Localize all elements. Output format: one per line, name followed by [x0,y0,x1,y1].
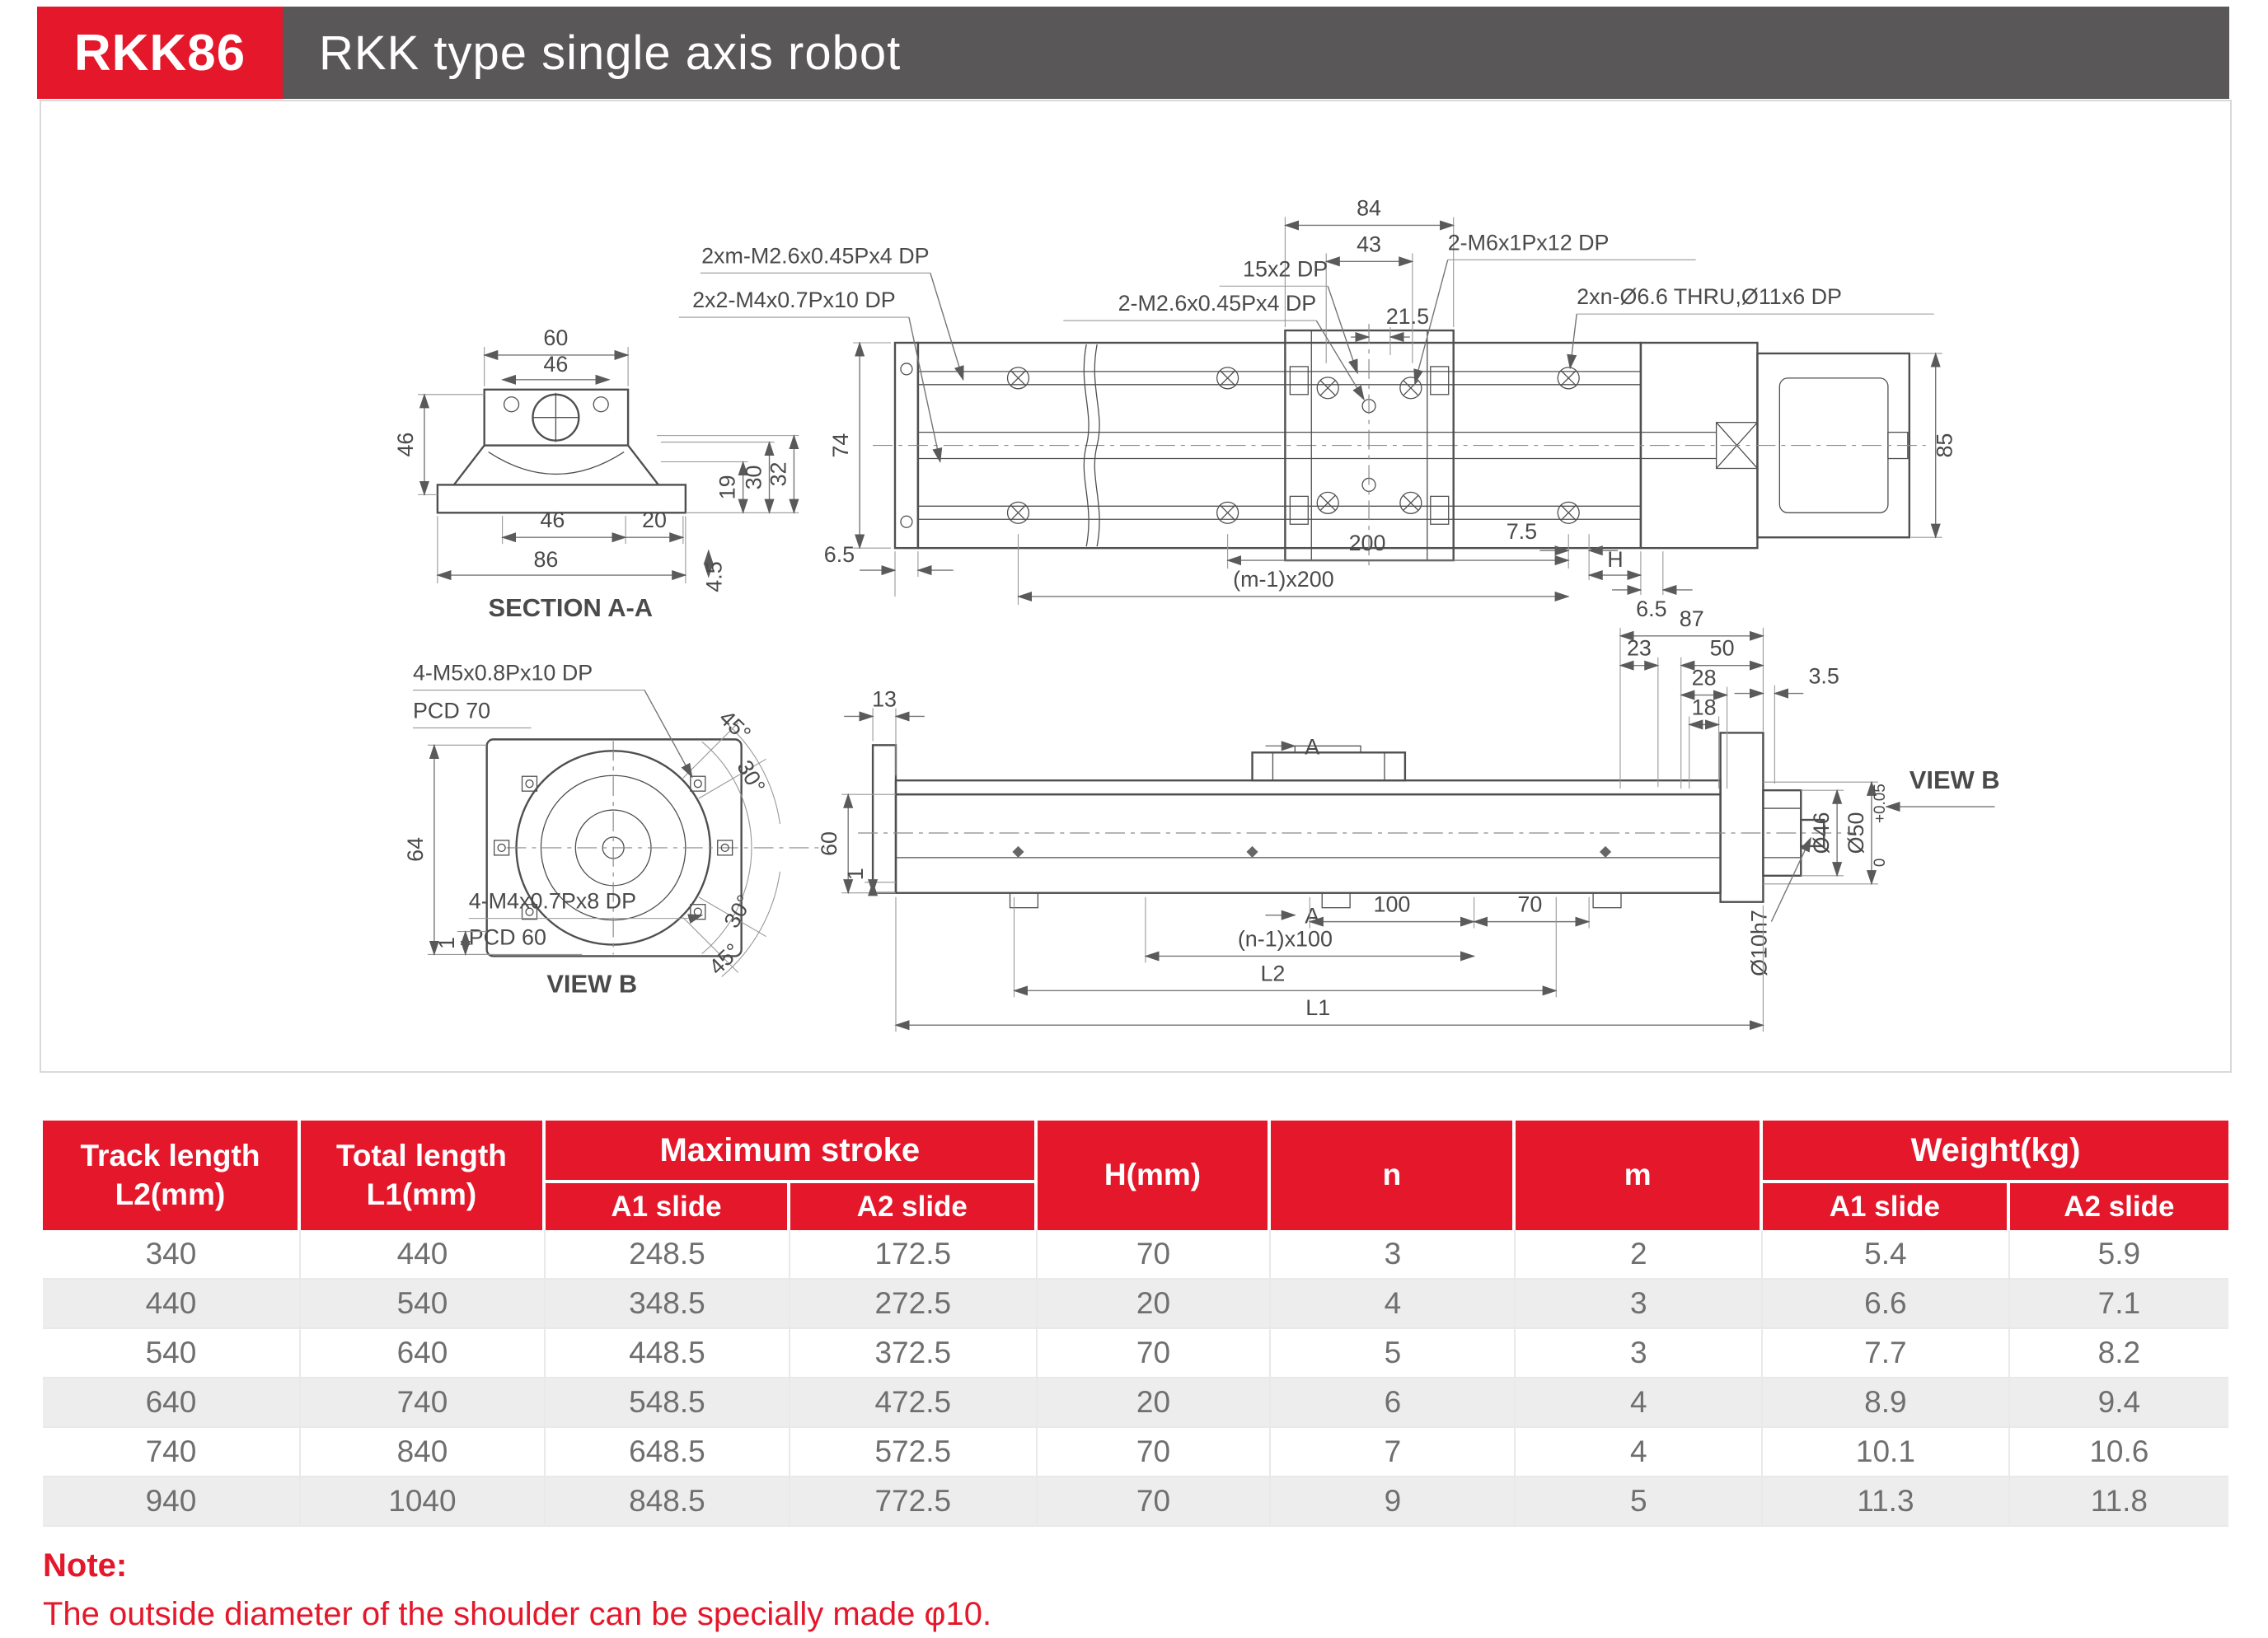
dim-21-5: 21.5 [1385,304,1430,330]
cell-h: 20 [1038,1280,1272,1329]
header-bar [37,7,2229,99]
cell-m: 4 [1516,1378,1763,1428]
dim-23: 23 [1626,635,1652,661]
cell-a2-stroke: 772.5 [790,1477,1038,1527]
cell-l1: 440 [301,1230,546,1280]
dim-n-1x100: (n-1)x100 [1237,926,1333,952]
col-header-total-length [301,1121,546,1230]
cell-a2-stroke: 472.5 [790,1378,1038,1428]
cell-a2-stroke: 172.5 [790,1230,1038,1280]
col-header-weight-a2-slide: A2 slide [2010,1183,2228,1230]
section-marker-a-bottom: A [1305,903,1320,929]
side-view [817,606,1999,1032]
annotation-2-m26: 2-M2.6x0.45Px4 DP [1118,291,1317,316]
dim-43: 43 [1357,232,1381,257]
cell-a2-weight: 10.6 [2010,1428,2228,1477]
note-label: Note: [43,1547,128,1584]
technical-drawing-panel [40,100,2232,1073]
cell-a2-weight: 7.1 [2010,1280,2228,1329]
col-header-maximum-stroke: Maximum stroke [546,1121,1038,1183]
dim-H: H [1607,547,1624,573]
cell-l2: 940 [43,1477,301,1527]
cell-h: 70 [1038,1428,1272,1477]
cell-h: 20 [1038,1378,1272,1428]
table-row [43,1428,2228,1477]
col-header-track-length-line1: Track length [80,1139,260,1173]
dim-50: 50 [1709,635,1735,661]
dim-18: 18 [1691,695,1717,720]
dim-1-side: 1 [843,868,869,881]
col-header-h-mm: H(mm) [1038,1121,1272,1230]
dim-70: 70 [1517,892,1543,917]
dim-74: 74 [828,433,854,458]
dim-87: 87 [1679,606,1704,631]
annotation-15x2: 15x2 DP [1243,256,1328,282]
cell-a2-weight: 9.4 [2010,1378,2228,1428]
cell-n: 7 [1271,1428,1516,1477]
col-header-total-length-line1: Total length [335,1139,507,1173]
dim-4-5: 4.5 [701,561,727,592]
cell-a1-weight: 11.3 [1763,1477,2010,1527]
annotation-4-m5: 4-M5x0.8Px10 DP [412,660,593,686]
annotation-4-m4: 4-M4x0.7Px8 DP [468,888,637,914]
dim-100: 100 [1373,892,1411,917]
col-header-weight: Weight(kg) [1763,1121,2228,1183]
cell-a1-weight: 7.7 [1763,1329,2010,1378]
dim-200: 200 [1348,531,1386,556]
cell-l1: 1040 [301,1477,546,1527]
cell-a1-weight: 5.4 [1763,1230,2010,1280]
cell-m: 3 [1516,1280,1763,1329]
col-header-n: n [1271,1121,1516,1230]
dim-6-5-right: 6.5 [1636,596,1667,621]
cell-n: 3 [1271,1230,1516,1280]
annotation-2xm-m26: 2xm-M2.6x0.45Px4 DP [701,243,930,269]
section-aa-view [393,325,799,622]
section-marker-a-top: A [1305,734,1320,760]
dim-3-5: 3.5 [1808,663,1839,689]
view-b-title: VIEW B [546,969,638,999]
cell-h: 70 [1038,1329,1272,1378]
dim-6-5-left: 6.5 [823,542,855,568]
cell-h: 70 [1038,1477,1272,1527]
col-header-stroke-a1-slide: A1 slide [546,1183,790,1230]
cell-a1-weight: 10.1 [1763,1428,2010,1477]
dim-angle-30-bottom: 30° [719,891,757,933]
cell-n: 9 [1271,1477,1516,1527]
table-row [43,1280,2228,1329]
cell-a1-stroke: 848.5 [546,1477,790,1527]
col-header-stroke-a2-slide: A2 slide [790,1183,1038,1230]
table-row [43,1230,2228,1280]
cell-a2-weight: 8.2 [2010,1329,2228,1378]
cell-l2: 340 [43,1230,301,1280]
table-row [43,1329,2228,1378]
cell-a1-stroke: 648.5 [546,1428,790,1477]
col-header-weight-a1-slide: A1 slide [1763,1183,2010,1230]
page-title: RKK type single axis robot [319,26,902,80]
cell-l1: 740 [301,1378,546,1428]
col-header-total-length-line2: L1(mm) [366,1177,477,1211]
annotation-2xn-dia66: 2xn-Ø6.6 THRU,Ø11x6 DP [1577,284,1842,310]
view-b-direction-label: VIEW B [1909,765,2000,795]
dim-84: 84 [1357,195,1381,221]
cell-a1-stroke: 448.5 [546,1329,790,1378]
dim-m-1x200: (m-1)x200 [1233,566,1334,592]
dim-dia-50-tol-lower: 0 [1871,858,1889,868]
dim-32: 32 [766,461,791,487]
dim-1-viewb: 1 [433,937,459,950]
dim-L1: L1 [1305,995,1331,1021]
cell-a1-stroke: 548.5 [546,1378,790,1428]
cell-a2-stroke: 372.5 [790,1329,1038,1378]
spec-table [43,1121,2228,1527]
cell-a2-stroke: 572.5 [790,1428,1038,1477]
dim-46-top: 46 [543,351,569,377]
annotation-2x2-m4: 2x2-M4x0.7Px10 DP [692,288,896,313]
dim-7-5: 7.5 [1506,519,1538,545]
dim-86: 86 [533,547,559,573]
dim-13: 13 [872,686,897,712]
model-badge: RKK86 [37,7,283,99]
dim-L2: L2 [1260,961,1286,986]
cell-a1-stroke: 348.5 [546,1280,790,1329]
cell-l1: 640 [301,1329,546,1378]
cell-a2-weight: 11.8 [2010,1477,2228,1527]
dim-46-bottom: 46 [540,508,565,533]
cell-n: 6 [1271,1378,1516,1428]
cell-m: 3 [1516,1329,1763,1378]
cell-a2-weight: 5.9 [2010,1230,2228,1280]
cell-n: 5 [1271,1329,1516,1378]
dim-20: 20 [642,508,667,533]
cell-l1: 840 [301,1428,546,1477]
dim-85: 85 [1932,433,1957,458]
cell-l2: 740 [43,1428,301,1477]
dim-dia-10h7: Ø10h7 [1746,910,1772,976]
cell-l1: 540 [301,1280,546,1329]
cell-m: 5 [1516,1477,1763,1527]
dim-angle-45-top: 45° [714,705,756,746]
table-row [43,1477,2228,1527]
dim-dia-50: Ø50 [1843,812,1868,854]
cell-l2: 640 [43,1378,301,1428]
cell-a1-stroke: 248.5 [546,1230,790,1280]
note-text: The outside diameter of the shoulder can be specially made φ10. [43,1596,992,1632]
view-b-view [403,661,825,999]
dim-28: 28 [1691,665,1717,690]
cell-a2-stroke: 272.5 [790,1280,1038,1329]
annotation-pcd70: PCD 70 [412,698,491,723]
cell-l2: 440 [43,1280,301,1329]
table-row [43,1378,2228,1428]
cell-l2: 540 [43,1329,301,1378]
technical-drawing [41,101,2230,1071]
dim-64: 64 [402,836,428,862]
dim-46-left: 46 [392,432,418,457]
dim-60: 60 [543,325,569,350]
plan-view [679,196,1957,621]
dim-angle-30-top: 30° [732,756,771,798]
col-header-m: m [1516,1121,1763,1230]
cell-n: 4 [1271,1280,1516,1329]
col-header-track-length [43,1121,301,1230]
dim-angle-45-bottom: 45° [704,938,746,980]
dim-60-side: 60 [817,831,842,856]
cell-m: 2 [1516,1230,1763,1280]
cell-m: 4 [1516,1428,1763,1477]
col-header-track-length-line2: L2(mm) [115,1177,226,1211]
dim-dia-50-tol-upper: +0.05 [1871,784,1889,824]
cell-a1-weight: 6.6 [1763,1280,2010,1329]
annotation-2-m6: 2-M6x1Px12 DP [1447,230,1610,255]
cell-h: 70 [1038,1230,1272,1280]
dim-30: 30 [741,465,766,490]
dim-19: 19 [715,475,740,500]
section-aa-title: SECTION A-A [488,592,654,622]
dim-dia-46: Ø46 [1809,812,1835,854]
note-block [43,1547,991,1633]
cell-a1-weight: 8.9 [1763,1378,2010,1428]
annotation-pcd60: PCD 60 [468,924,546,950]
